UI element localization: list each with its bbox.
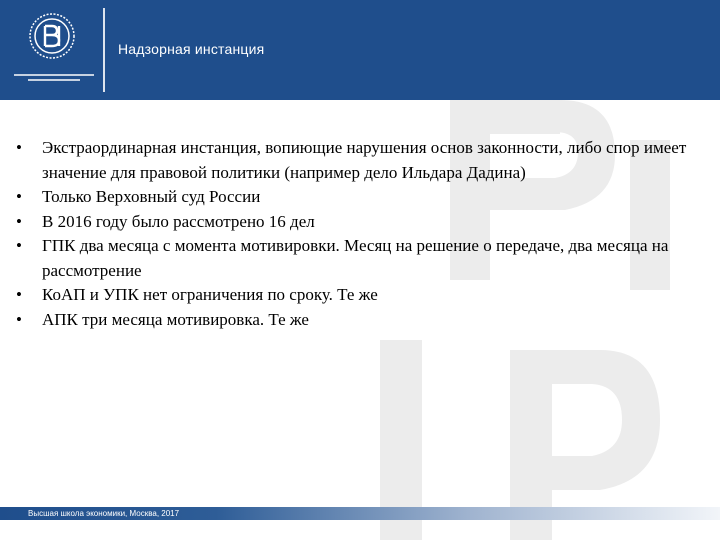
footer-text: Высшая школа экономики, Москва, 2017 — [28, 509, 180, 518]
hse-logo-wordmark — [12, 74, 96, 84]
list-item — [14, 308, 694, 333]
bullet-icon: • — [16, 309, 22, 329]
list-item-text: В 2016 году было рассмотрено 16 дел — [42, 211, 315, 231]
list-item — [14, 185, 694, 210]
header-bar — [0, 0, 720, 100]
list-item-text: ГПК два месяца с момента мотивировки. Месяц на решение о передаче, два месяца на рассмотрение — [42, 236, 669, 280]
list-item-text: АПК три месяца мотивировка. Те же — [42, 309, 309, 329]
bullet-icon: • — [16, 138, 22, 157]
hse-logo — [10, 10, 98, 90]
bullet-icon: • — [16, 236, 22, 255]
list-item — [14, 136, 694, 185]
slide-title: Надзорная инстанция — [118, 41, 265, 57]
list-item — [14, 234, 694, 283]
list-item — [14, 210, 694, 235]
footer-bar — [0, 507, 720, 520]
list-item-text: КоАП и УПК нет ограничения по сроку. Те же — [42, 285, 378, 304]
bullet-list — [14, 136, 694, 332]
bullet-icon: • — [16, 211, 22, 231]
bullet-icon: • — [16, 187, 22, 206]
bullet-icon: • — [16, 285, 22, 304]
list-item — [14, 283, 694, 308]
hse-logo-icon — [28, 12, 76, 60]
slide-content — [14, 136, 694, 332]
list-item-text: Только Верховный суд России — [42, 187, 261, 206]
header-divider — [103, 8, 105, 92]
list-item-text: Экстраординарная инстанция, вопиющие нарушения основ законности, либо спор имеет значение для правовой политики (например дело Ильдара Дадина) — [42, 138, 687, 182]
